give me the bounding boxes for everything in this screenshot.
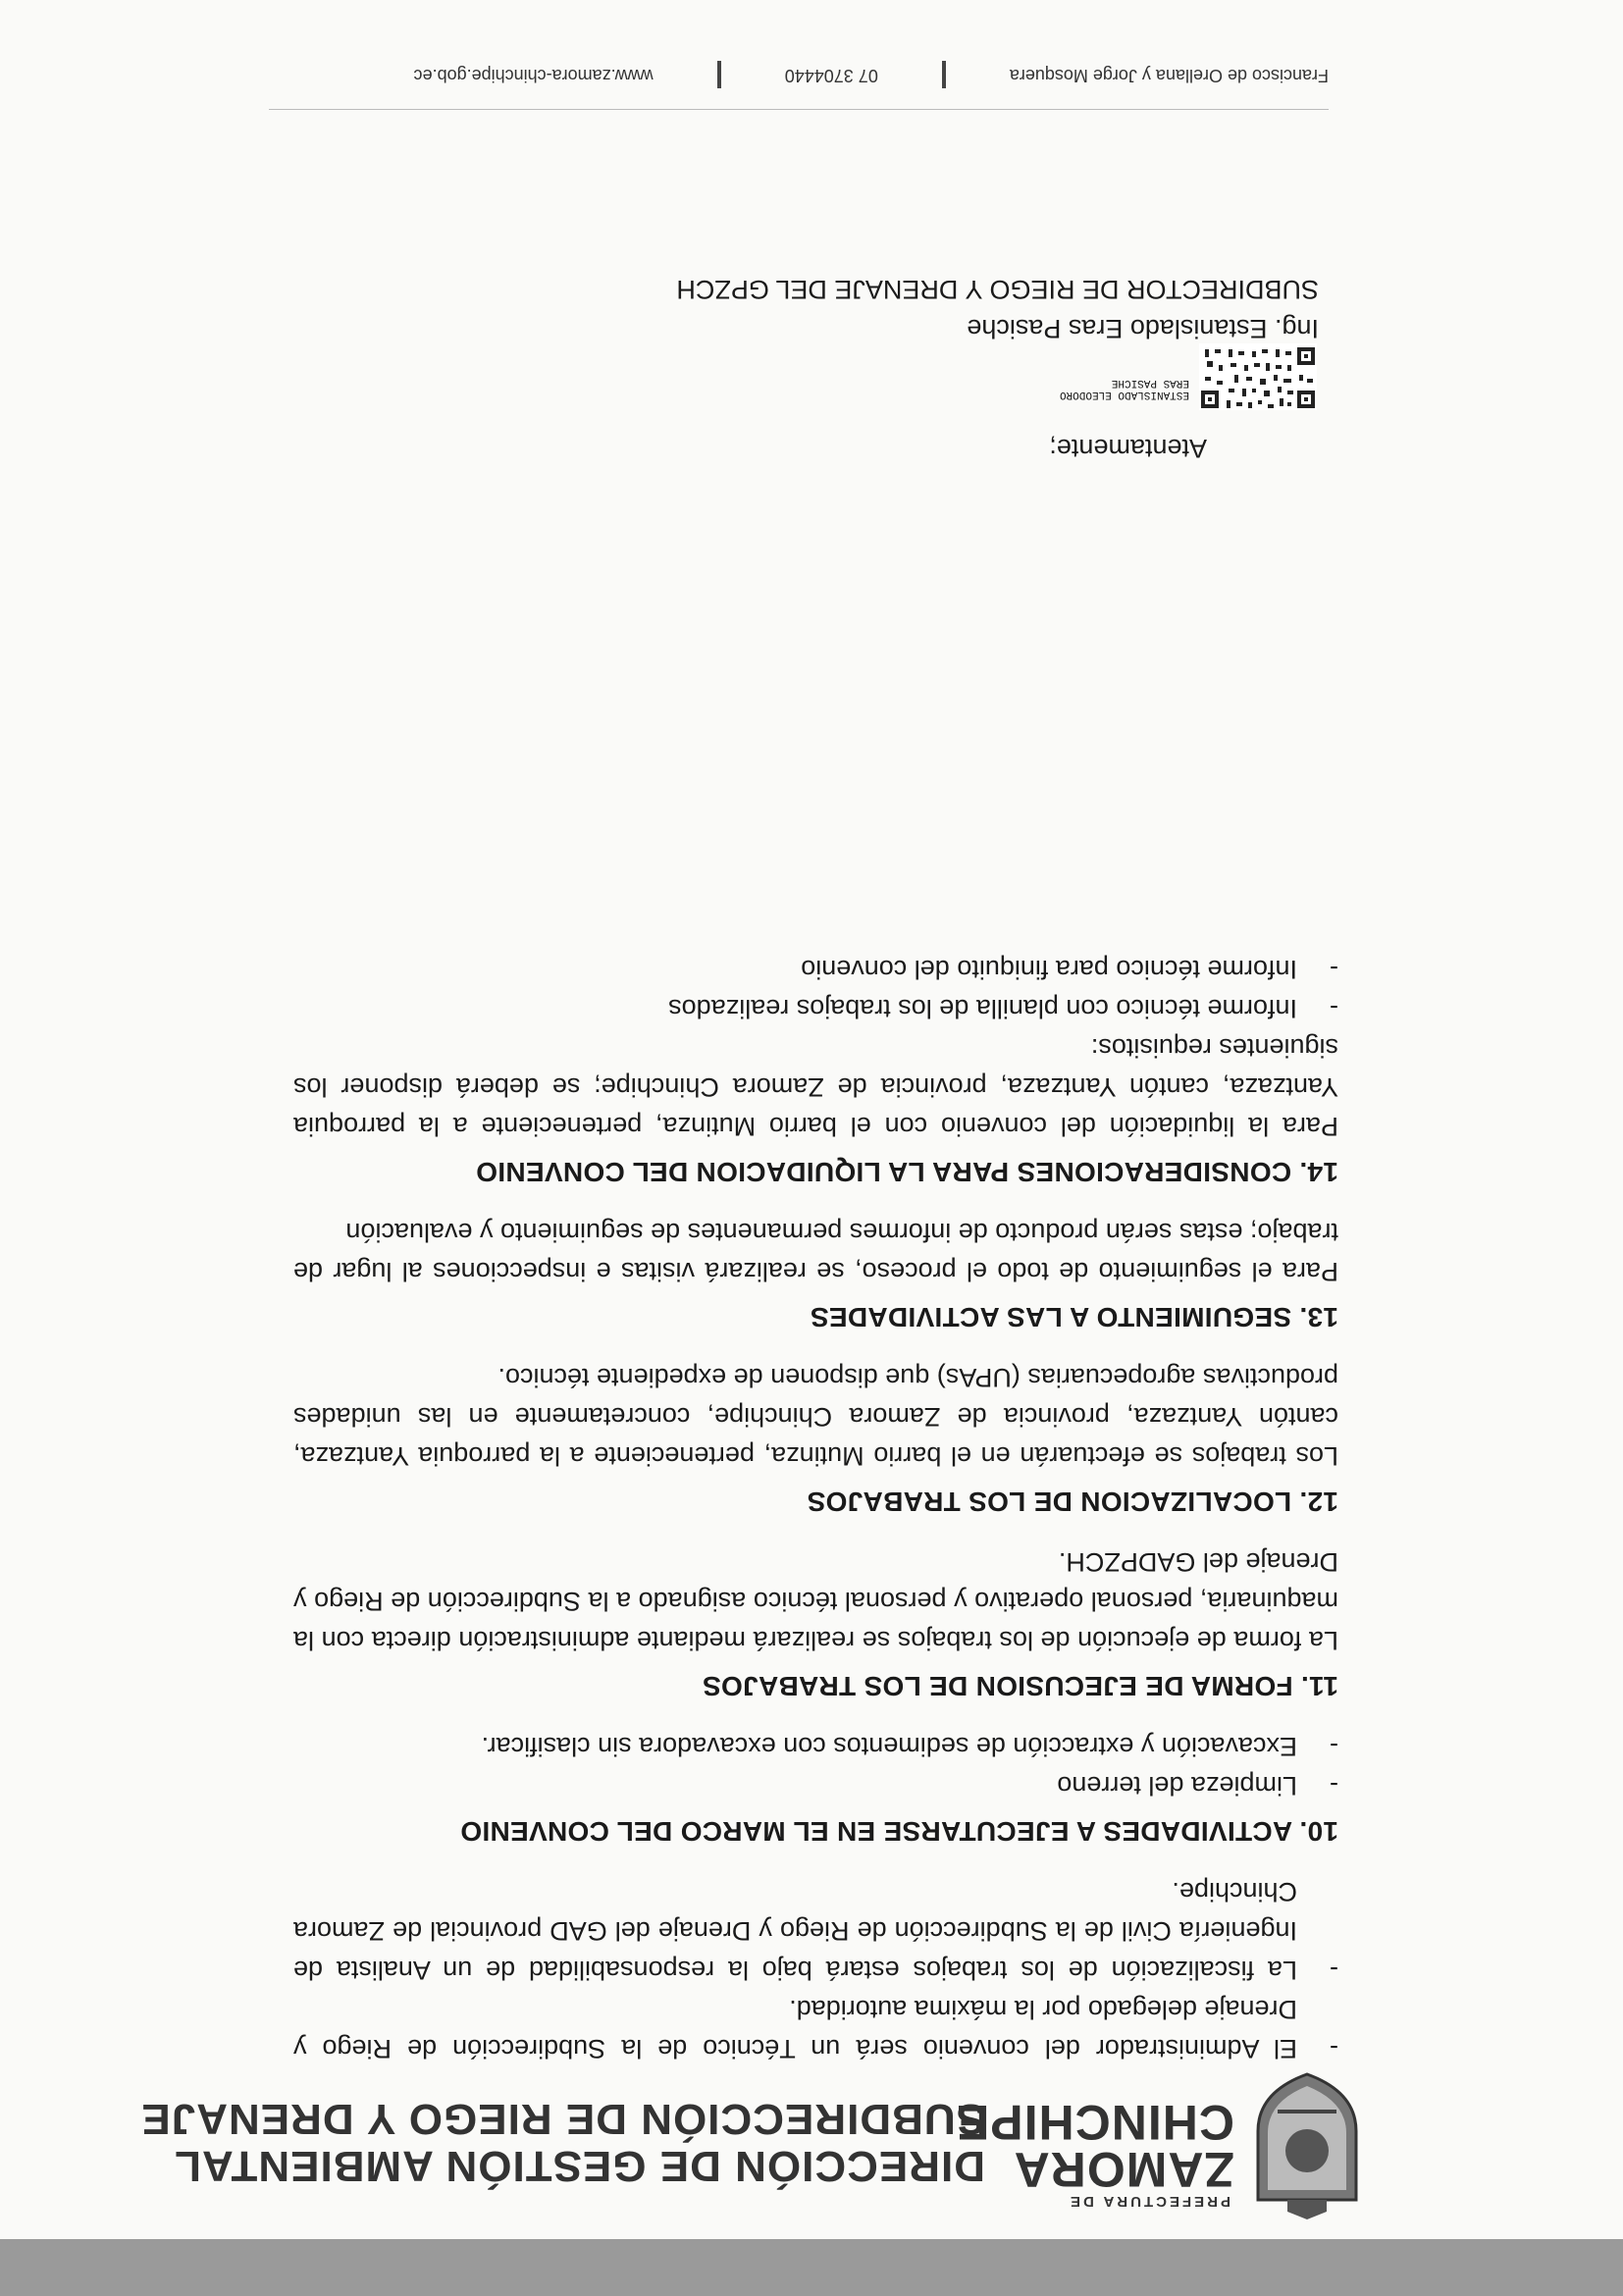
qr-code-icon — [1199, 343, 1317, 410]
footer-address: Francisco de Orellana y Jorge Mosquera — [1009, 66, 1329, 86]
list-item: - Excavación y extracción de sedimentos con excavadora sin clasificar. — [481, 1732, 1338, 1761]
footer-phone: 07 3704440 — [784, 66, 878, 86]
list-item: - El Administrador del convenio será un Técnico de la Subdirección de Riego y Drenaje delegado por la máxima autoridad. — [293, 1995, 1338, 2063]
footer — [249, 61, 1329, 88]
prefectura-de-label: PREFECTURA DE — [1068, 2193, 1230, 2210]
section-10-heading: 10. ACTIVIDADES A EJECUTARSE EN EL MARCO DEL CONVENIO — [460, 1816, 1338, 1847]
section-11-heading: 11. FORMA DE EJECUSION DE LOS TRABAJOS — [702, 1671, 1338, 1701]
signer-role: SUBDIRECTOR DE RIEGO Y DRENAJE DEL GPZCH — [676, 275, 1319, 304]
header-bar — [0, 2239, 1623, 2296]
section-12-heading: 12. LOCALIZACION DE LOS TRABAJOS — [807, 1487, 1338, 1517]
footer-separator — [717, 61, 721, 88]
section-11-text: La forma de ejecución de los trabajos se realizará mediante administración directa con la maquinaria, personal operativo y personal técnico asignado a la Subdirección de Riego y Drenaje del GADPZCH. — [293, 1547, 1338, 1655]
chinchipe-label: CHINCHIPE — [955, 2095, 1234, 2150]
list-item: - Informe técnico con planilla de los trabajos realizados — [668, 994, 1338, 1023]
footer-separator — [942, 61, 946, 88]
closing-atentamente: Atentamente; — [1049, 434, 1207, 463]
qr-signer-tag: ESTANISLADO ELEODORO ERAS PASICHE — [1059, 377, 1189, 400]
document-body — [293, 950, 1338, 2068]
section-13-text: Para el seguimiento de todo el proceso, se realizará visitas e inspecciones al lugar de trabajo; estas serán producto de informes permanentes de seguimiento y evaluación — [293, 1218, 1338, 1286]
list-item: - La fiscalización de los trabajos estará bajo la responsabilidad de un Analista de Ingeniería Civil de la Subdirección de Riego y Drenaje del GAD provincial de Zamora Chinchipe. — [293, 1877, 1338, 1985]
list-item: - Informe técnico para finiquito del convenio — [801, 955, 1338, 984]
zamora-label: ZAMORA — [1013, 2142, 1234, 2197]
subdireccion-title: SUBDIRECCIÓN DE RIEGO Y DRENAJE — [140, 2095, 985, 2143]
footer-website: www.zamora-chinchipe.gob.ec — [413, 66, 654, 86]
list-item: - Limpieza del terreno — [1057, 1771, 1338, 1800]
signer-name: Ing. Estanislado Eras Pasiche — [967, 314, 1319, 343]
prefectura-crest-icon — [1248, 2072, 1366, 2219]
section-14-text: Para la liquidación del convenio con el barrio Mutinza, perteneciente a la parroquia Yantzaza, cantón Yantzaza, provincia de Zamora Chinchipe; se deberá disponer los siguientes requisitos: — [293, 1033, 1338, 1141]
footer-divider — [269, 109, 1329, 110]
direccion-title: DIRECCIÓN DE GESTIÓN AMBIENTAL — [174, 2142, 985, 2190]
section-14-heading: 14. CONSIDERACIONES PARA LA LIQUIDACION DEL CONVENIO — [475, 1157, 1338, 1187]
section-12-text: Los trabajos se efectuarán en el barrio Mutinza, perteneciente a la parroquia Yantzaza, cantón Yantzaza, provincia de Zamora Chinchipe, concretamente en las unidades productivas agropecuarias (UPAs) que disponen de expediente técnico. — [293, 1363, 1338, 1471]
section-13-heading: 13. SEGUIMIENTO A LAS ACTIVIDADES — [810, 1302, 1338, 1332]
